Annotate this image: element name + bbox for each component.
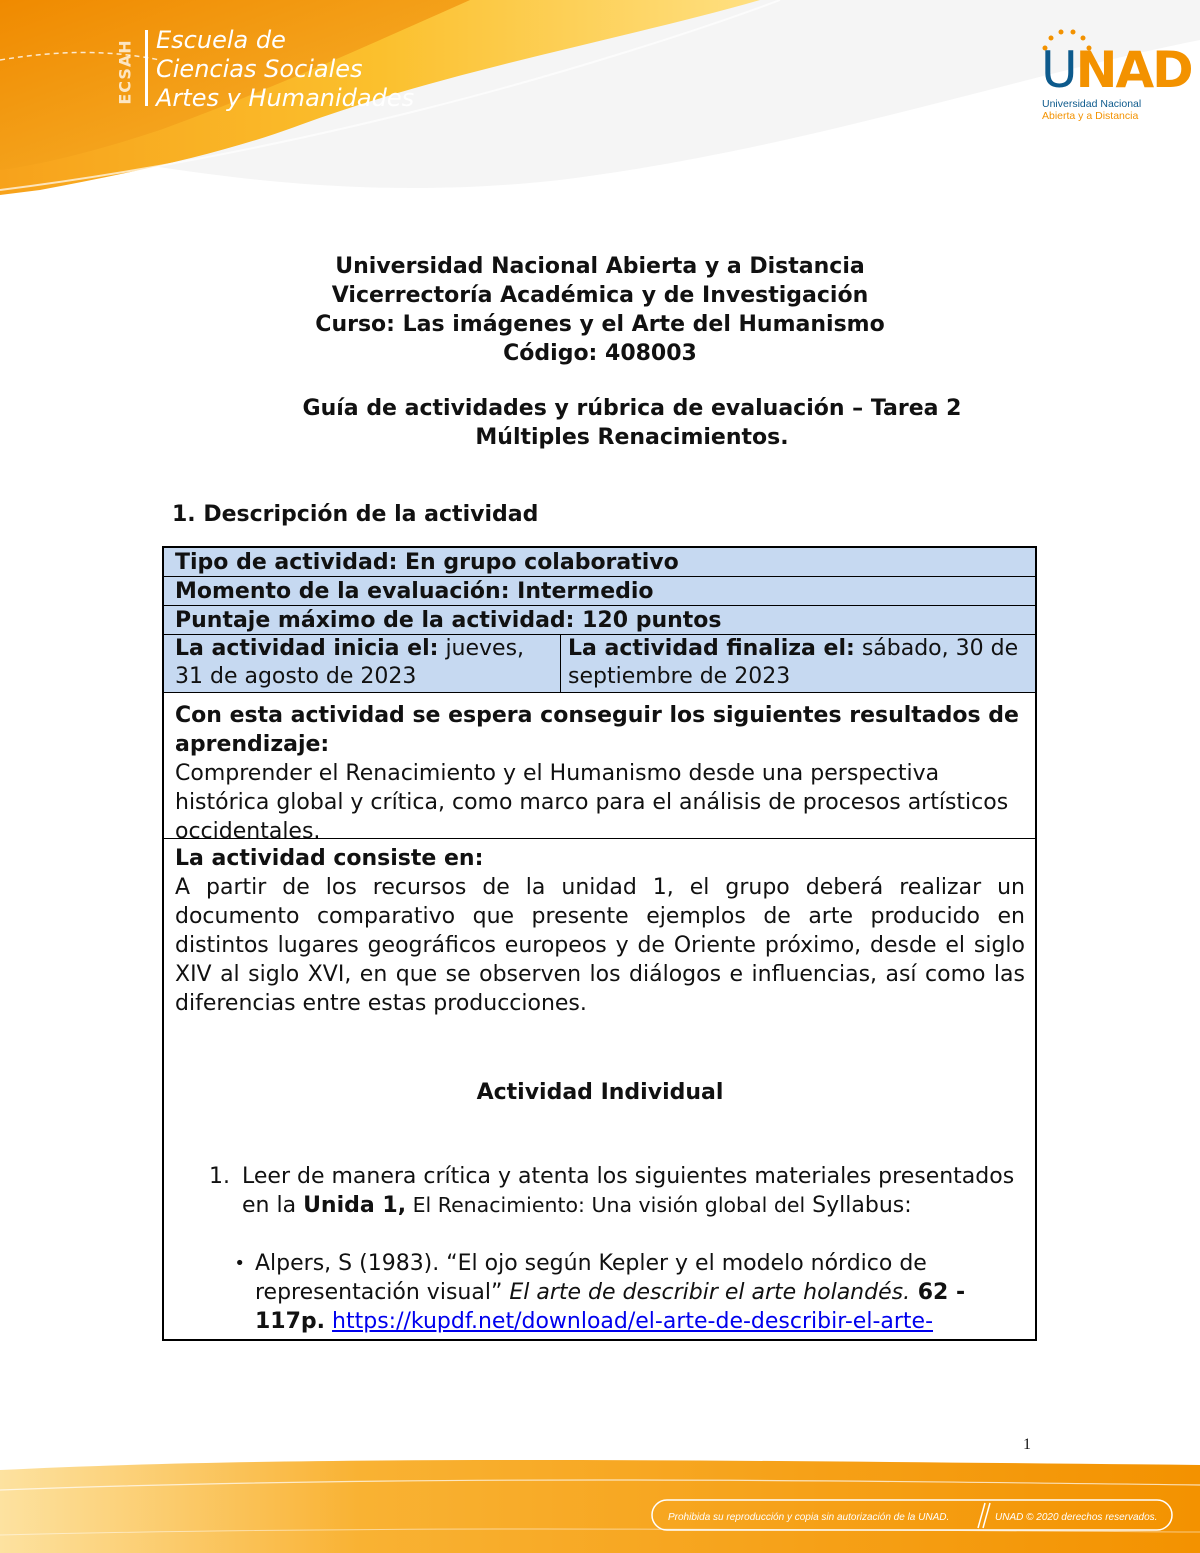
bullet-item xyxy=(175,1249,1025,1336)
guide-title xyxy=(232,394,1032,452)
logo-subtitle: Universidad Nacional Abierta y a Distancia xyxy=(1042,98,1142,122)
section-heading: 1. Descripción de la actividad xyxy=(172,502,539,527)
list-item xyxy=(175,1162,1025,1220)
activity-table xyxy=(162,546,1037,1341)
ecsah-vertical-label: ECSAH xyxy=(115,39,135,105)
footer-banner xyxy=(0,1440,1200,1553)
learning-outcomes-heading: Con esta actividad se espera conseguir los siguientes resultados de aprendizaje: xyxy=(175,703,1019,757)
dates-row xyxy=(164,635,1035,693)
footer-notice-right: UNAD © 2020 derechos reservados. xyxy=(995,1512,1158,1523)
school-divider xyxy=(145,30,148,106)
course-title: Curso: Las imágenes y el Arte del Humanismo xyxy=(315,312,885,337)
document-titles xyxy=(100,252,1100,368)
school-line-2: Ciencias Sociales xyxy=(156,55,363,83)
page-number: 1 xyxy=(1023,1436,1031,1453)
reference-link[interactable]: https://kupdf.net/download/el-arte-de-describir-el-arte- xyxy=(332,1309,934,1334)
guide-title-line-2: Múltiples Renacimientos. xyxy=(475,425,789,450)
unad-logo xyxy=(1035,26,1192,126)
learning-outcomes-text: Comprender el Renacimiento y el Humanismo desde una perspectiva histórica global y crítica, como marco para el análisis de procesos artísticos occidentales. xyxy=(175,761,1009,844)
guide-title-line-1: Guía de actividades y rúbrica de evaluación – Tarea 2 xyxy=(302,396,962,421)
vicerrectoria-title: Vicerrectoría Académica y de Investigación xyxy=(331,283,869,308)
momento-row: Momento de la evaluación: Intermedio xyxy=(164,577,1035,606)
start-date-cell: La actividad inicia el: jueves, 31 de agosto de 2023 xyxy=(164,635,561,692)
list-number: 1. xyxy=(209,1164,230,1189)
tipo-row: Tipo de actividad: En grupo colaborativo xyxy=(164,548,1035,577)
logo-wordmark: UNAD xyxy=(1041,41,1192,99)
school-line-1: Escuela de xyxy=(156,26,286,54)
activity-description-heading: La actividad consiste en: xyxy=(175,846,484,871)
bullet-icon: • xyxy=(234,1253,245,1274)
activity-description-text: A partir de los recursos de la unidad 1, el grupo deberá realizar un documento comparativo que presente ejemplos de arte producido en distintos lugares geográficos europeos y de Oriente próximo, desde el siglo XIV al siglo XVI, en que se observen los diálogos e influencias, así como las diferencias entre estas producciones. xyxy=(175,875,1025,1016)
puntaje-row: Puntaje máximo de la actividad: 120 puntos xyxy=(164,606,1035,635)
list-item-text: Leer de manera crítica y atenta los siguientes materiales presentados en la Unida 1, El Renacimiento: Una visión global del Syllabus: xyxy=(242,1164,1015,1218)
course-code: Código: 408003 xyxy=(503,341,697,366)
school-name xyxy=(156,26,414,113)
individual-activity-heading: Actividad Individual xyxy=(476,1080,724,1105)
activity-description-cell xyxy=(164,839,1035,1339)
university-title: Universidad Nacional Abierta y a Distancia xyxy=(335,254,865,279)
school-line-3: Artes y Humanidades xyxy=(156,84,415,112)
learning-outcomes-cell xyxy=(164,693,1035,844)
end-date-cell: La actividad finaliza el: sábado, 30 de septiembre de 2023 xyxy=(568,636,1019,689)
bullet-text: Alpers, S (1983). “El ojo según Kepler y el modelo nórdico de representación visual” El arte de describir el arte holandés. 62 - 117p. https://kupdf.net/download/el-arte-de-describir-el-arte- xyxy=(255,1251,966,1334)
footer-notice-left: Prohibida su reproducción y copia sin autorización de la UNAD. xyxy=(668,1512,950,1523)
